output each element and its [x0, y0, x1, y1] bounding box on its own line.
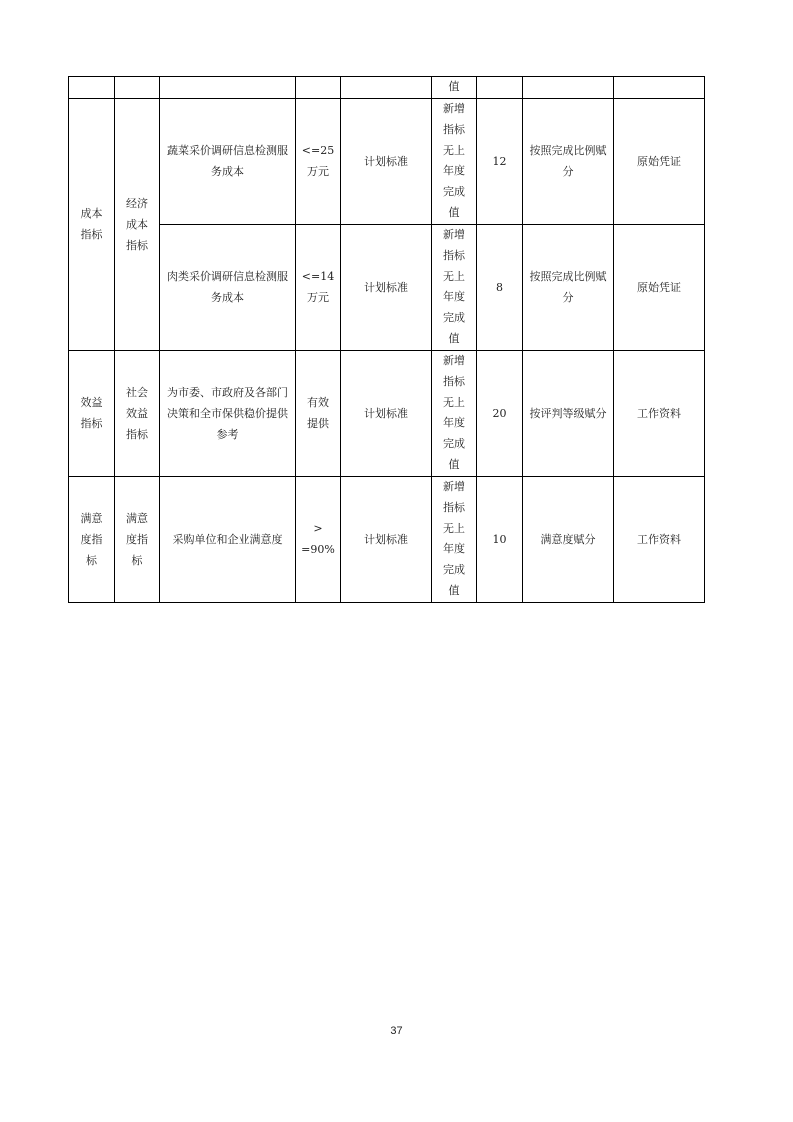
cell-basis: 计划标准 — [341, 224, 432, 350]
cell-scoring-method: 按评判等级赋分 — [523, 350, 614, 476]
cell-indicator: 采购单位和企业满意度 — [160, 476, 296, 602]
table-row — [69, 476, 705, 602]
cell-last-year-tail: 值 — [432, 77, 477, 99]
table-row — [69, 350, 705, 476]
cell-evidence: 原始凭证 — [614, 98, 705, 224]
cell-empty — [614, 77, 705, 99]
table-row — [69, 224, 705, 350]
performance-indicator-table — [68, 76, 705, 603]
cell-level1-indicator: 成本 指标 — [69, 98, 115, 350]
table-row — [69, 98, 705, 224]
cell-last-year-value: 新增 指标 无上 年度 完成 值 — [432, 224, 477, 350]
cell-last-year-value: 新增 指标 无上 年度 完成 值 — [432, 350, 477, 476]
cell-scoring-method: 按照完成比例赋分 — [523, 224, 614, 350]
cell-evidence: 工作资料 — [614, 476, 705, 602]
cell-empty — [523, 77, 614, 99]
cell-basis: 计划标准 — [341, 350, 432, 476]
cell-level2-indicator: 经济 成本 指标 — [115, 98, 160, 350]
cell-basis: 计划标准 — [341, 98, 432, 224]
cell-last-year-value: 新增 指标 无上 年度 完成 值 — [432, 98, 477, 224]
cell-score: 12 — [477, 98, 523, 224]
cell-target-value: 有效 提供 — [296, 350, 341, 476]
cell-empty — [69, 77, 115, 99]
cell-target-value: <=25 万元 — [296, 98, 341, 224]
cell-score: 8 — [477, 224, 523, 350]
cell-target-value: > =90% — [296, 476, 341, 602]
cell-evidence: 原始凭证 — [614, 224, 705, 350]
cell-level2-indicator: 社会 效益 指标 — [115, 350, 160, 476]
cell-last-year-value: 新增 指标 无上 年度 完成 值 — [432, 476, 477, 602]
cell-scoring-method: 满意度赋分 — [523, 476, 614, 602]
cell-empty — [160, 77, 296, 99]
cell-basis: 计划标准 — [341, 476, 432, 602]
cell-indicator: 蔬菜采价调研信息检测服务成本 — [160, 98, 296, 224]
table-row-continuation — [69, 77, 705, 99]
cell-evidence: 工作资料 — [614, 350, 705, 476]
cell-indicator: 肉类采价调研信息检测服务成本 — [160, 224, 296, 350]
cell-level2-indicator: 满意 度指 标 — [115, 476, 160, 602]
cell-score: 20 — [477, 350, 523, 476]
cell-scoring-method: 按照完成比例赋分 — [523, 98, 614, 224]
cell-empty — [477, 77, 523, 99]
page-number: 37 — [390, 1025, 403, 1037]
cell-target-value: <=14 万元 — [296, 224, 341, 350]
cell-empty — [341, 77, 432, 99]
cell-empty — [115, 77, 160, 99]
cell-indicator: 为市委、市政府及各部门决策和全市保供稳价提供参考 — [160, 350, 296, 476]
cell-level1-indicator: 满意 度指 标 — [69, 476, 115, 602]
cell-score: 10 — [477, 476, 523, 602]
cell-level1-indicator: 效益 指标 — [69, 350, 115, 476]
cell-empty — [296, 77, 341, 99]
